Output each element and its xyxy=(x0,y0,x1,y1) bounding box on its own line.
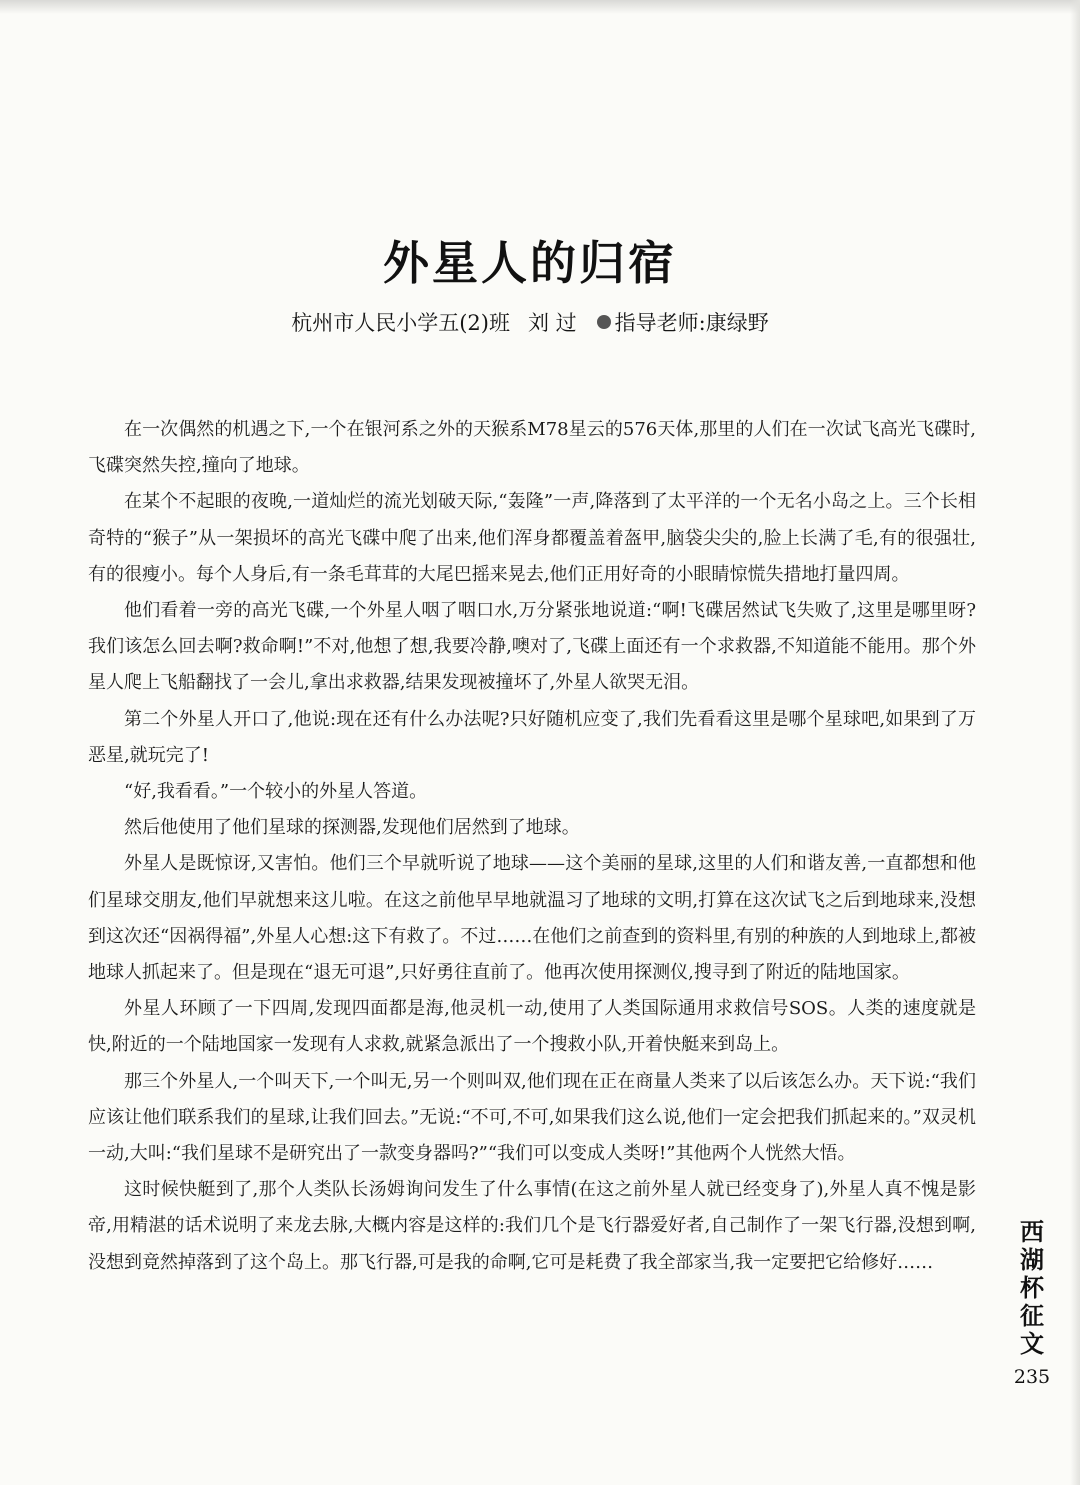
article-byline xyxy=(0,307,1060,337)
paragraph: 第二个外星人开口了,他说:现在还有什么办法呢?只好随机应变了,我们先看看这里是哪个星球吧,如果到了万恶星,就玩完了! xyxy=(88,708,976,766)
paragraph: 在某个不起眼的夜晚,一道灿烂的流光划破天际,“轰隆”一声,降落到了太平洋的一个无名小岛之上。三个长相奇特的“猴子”从一架损坏的高光飞碟中爬了出来,他们浑身都覆盖着盔甲,脑袋尖尖的,脸上长满了毛,有的很强壮,有的很瘦小。每个人身后,有一条毛茸茸的大尾巴摇来晃去,他们正用好奇的小眼睛惊慌失措地打量四周。 xyxy=(88,491,976,585)
section-label-vertical xyxy=(1010,1218,1054,1358)
section-label-char: 征 xyxy=(1020,1302,1044,1330)
page-right-edge xyxy=(1070,0,1080,1485)
byline-author: 刘 过 xyxy=(527,311,577,335)
paragraph: 然后他使用了他们星球的探测器,发现他们居然到了地球。 xyxy=(124,817,580,839)
paragraph: “好,我看看。”一个较小的外星人答道。 xyxy=(124,781,428,803)
article-title: 外星人的归宿 xyxy=(383,235,677,290)
paragraph: 在一次偶然的机遇之下,一个在银河系之外的天猴系M78星云的576天体,那里的人们在一次试飞高光飞碟时,飞碟突然失控,撞向了地球。 xyxy=(88,419,976,477)
byline-school-class: 杭州市人民小学五(2)班 xyxy=(291,311,510,335)
paragraph: 他们看着一旁的高光飞碟,一个外星人咽了咽口水,万分紧张地说道:“啊!飞碟居然试飞失败了,这里是哪里呀?我们该怎么回去啊?救命啊!”不对,他想了想,我要冷静,噢对了,飞碟上面还有一个求救器,不知道能不能用。那个外星人爬上飞船翻找了一会儿,拿出求救器,结果发现被撞坏了,外星人欲哭无泪。 xyxy=(88,600,976,694)
article-body xyxy=(88,412,976,1281)
section-label-char: 湖 xyxy=(1020,1246,1044,1274)
page-top-edge xyxy=(0,0,1080,14)
paragraph: 那三个外星人,一个叫天下,一个叫无,另一个则叫双,他们现在正在商量人类来了以后该怎么办。天下说:“我们应该让他们联系我们的星球,让我们回去。”无说:“不可,不可,如果我们这么说,他们一定会把我们抓起来的。”双灵机一动,大叫:“我们星球不是研究出了一款变身器吗?”“我们可以变成人类呀!”其他两个人恍然大悟。 xyxy=(88,1070,976,1165)
byline-teacher: 指导老师:康绿野 xyxy=(614,311,769,335)
paragraph: 外星人是既惊讶,又害怕。他们三个早就听说了地球——这个美丽的星球,这里的人们和谐友善,一直都想和他们星球交朋友,他们早就想来这儿啦。在这之前他早早地就温习了地球的文明,打算在这次试飞之后到地球来,没想到这次还“因祸得福”,外星人心想:这下有救了。不过……在他们之前查到的资料里,有别的种族的人到地球上,都被地球人抓起来了。但是现在“退无可退”,只好勇往直前了。他再次使用探测仪,搜寻到了附近的陆地国家。 xyxy=(88,853,976,984)
section-label-char: 文 xyxy=(1020,1330,1044,1358)
paragraph: 这时候快艇到了,那个人类队长汤姆询问发生了什么事情(在这之前外星人就已经变身了),外星人真不愧是影帝,用精湛的话术说明了来龙去脉,大概内容是这样的:我们几个是飞行器爱好者,自己制作了一架飞行器,没想到啊,没想到竟然掉落到了这个岛上。那飞行器,可是我的命啊,它可是耗费了我全部家当,我一定要把它给修好…… xyxy=(88,1179,976,1273)
section-label-char: 杯 xyxy=(1020,1274,1044,1302)
page-number: 235 xyxy=(1013,1366,1051,1388)
bullet-dot-icon xyxy=(597,315,611,329)
section-label-char: 西 xyxy=(1020,1218,1044,1246)
paragraph: 外星人环顾了一下四周,发现四面都是海,他灵机一动,使用了人类国际通用求救信号SOS。人类的速度就是快,附近的一个陆地国家一发现有人求救,就紧急派出了一个搜救小队,开着快艇来到岛上。 xyxy=(88,998,976,1056)
